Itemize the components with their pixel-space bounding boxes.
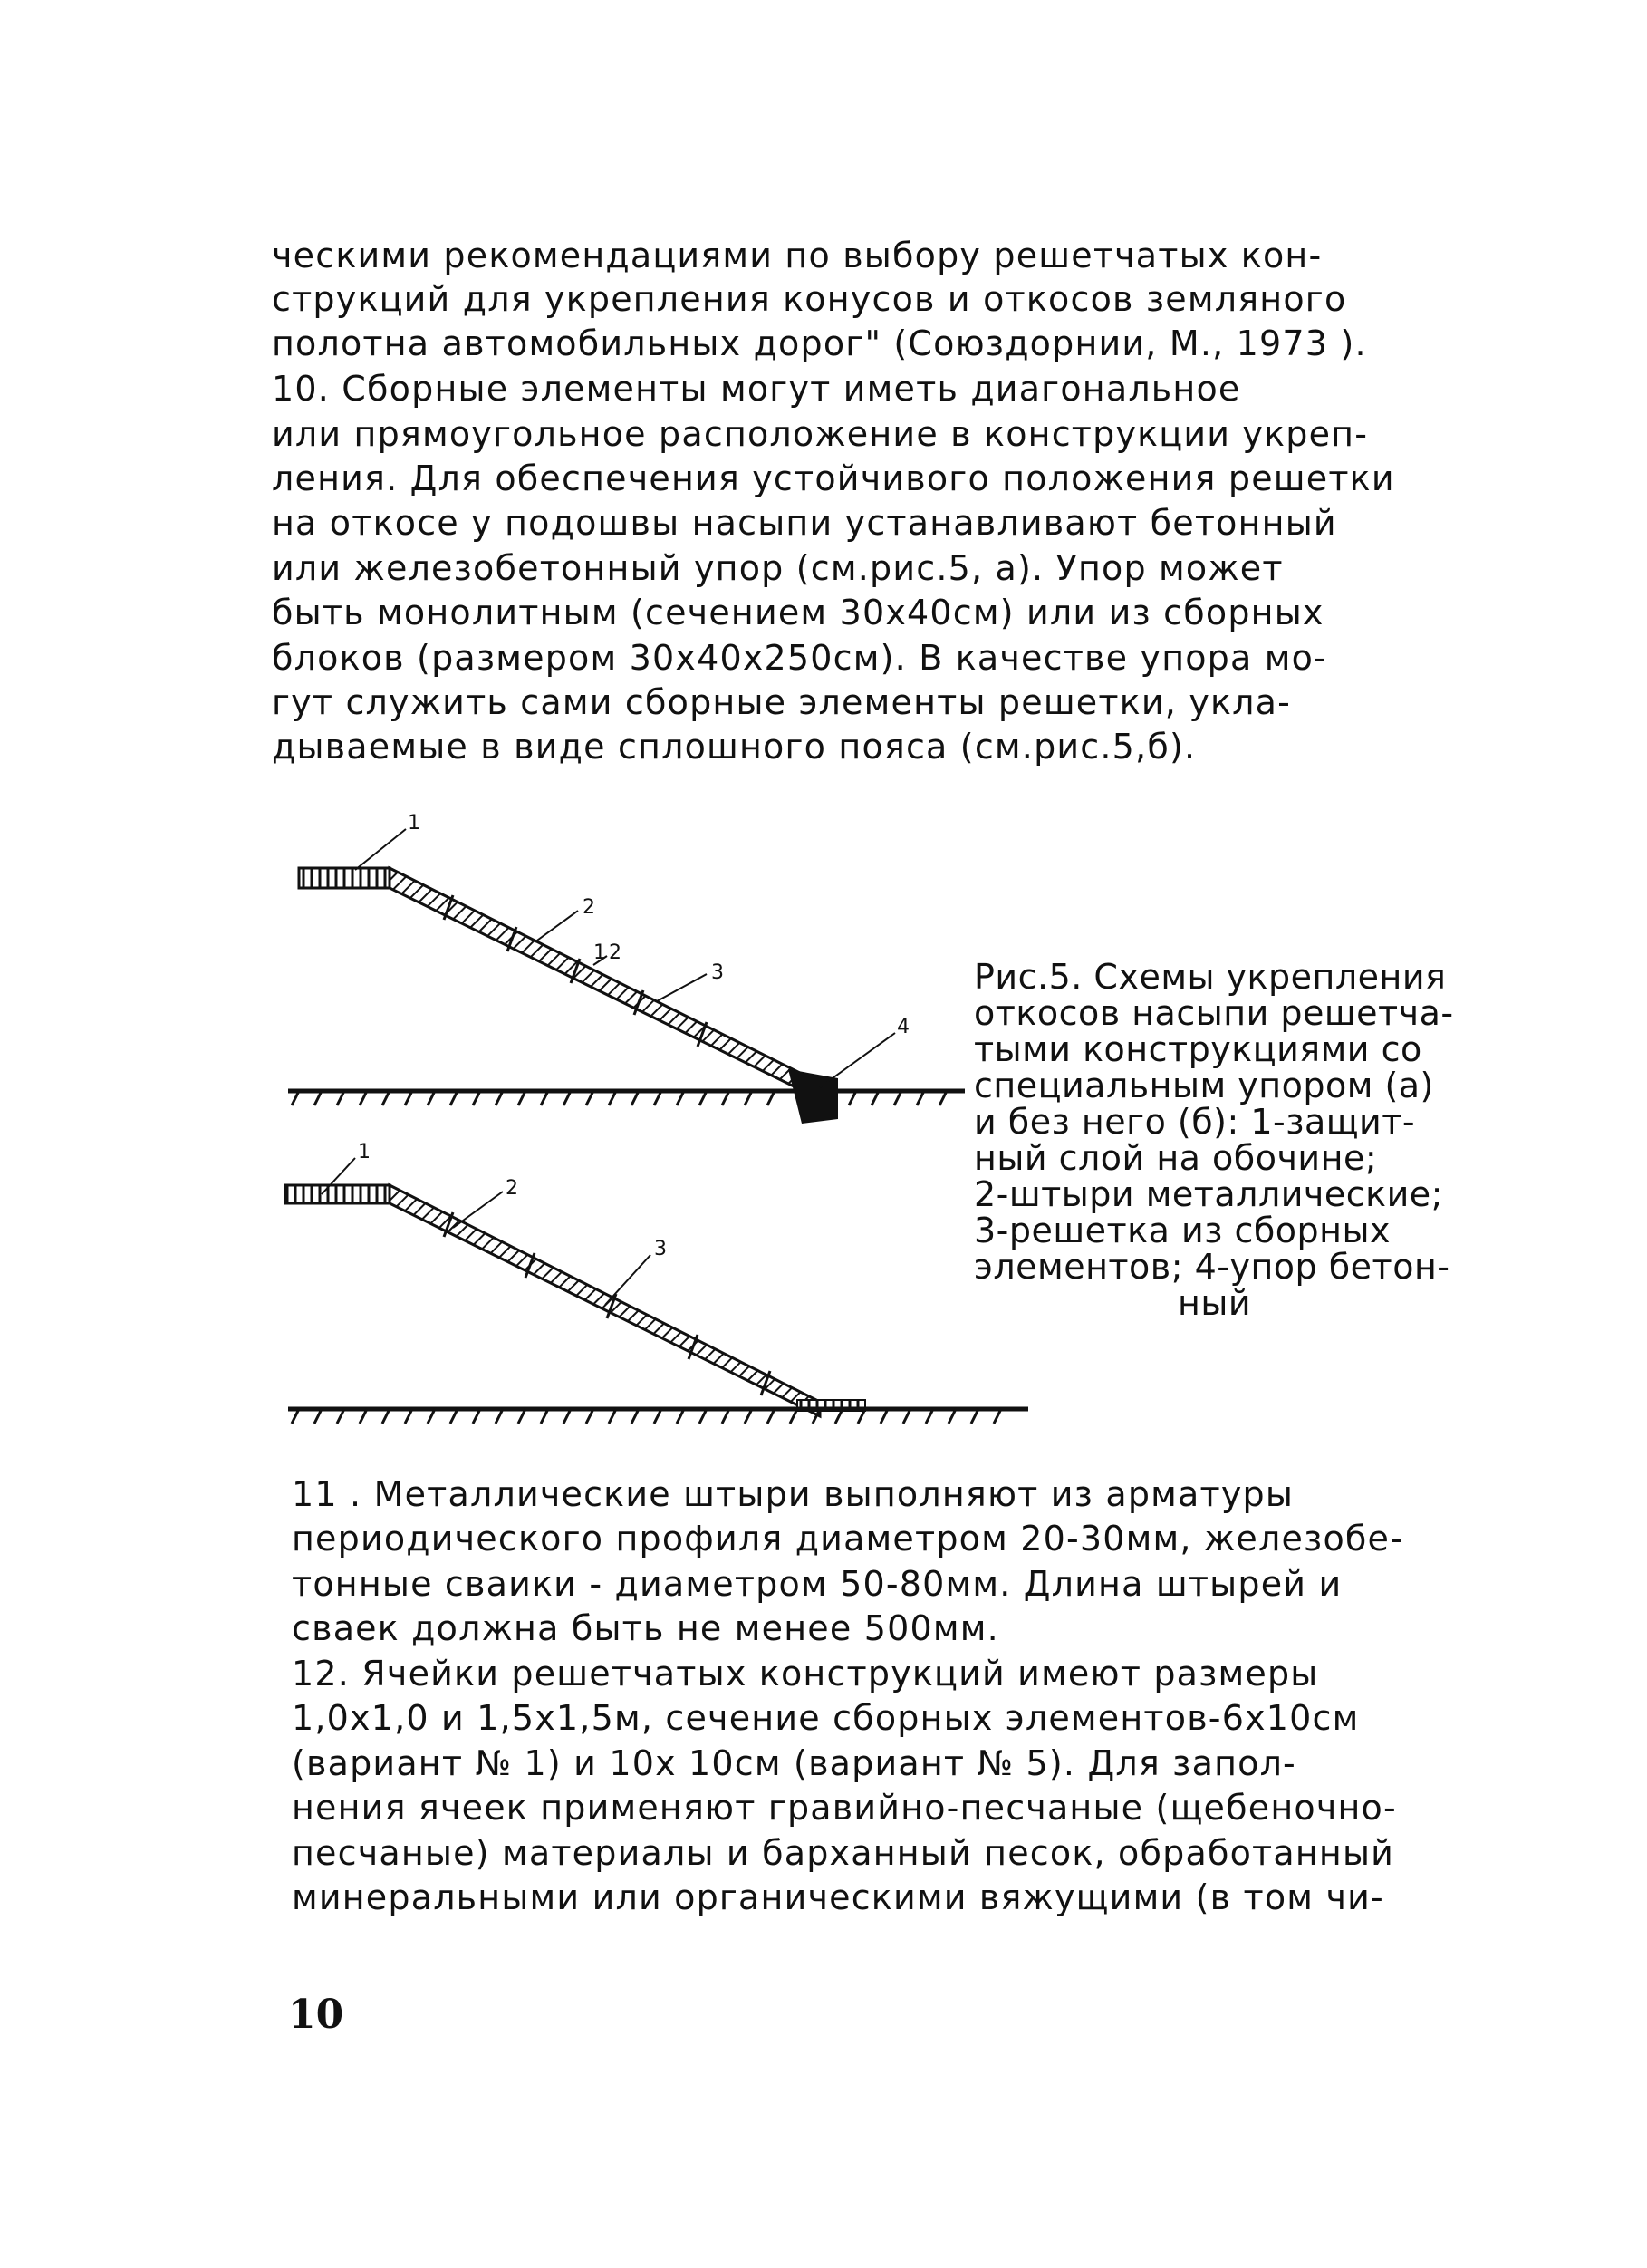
text-line: 12. Ячейки решетчатых конструкций имеют размеры — [292, 1654, 1319, 1694]
text-line: песчаные) материалы и барханный песок, обработанный — [292, 1833, 1395, 1873]
label-b-2: 2 — [506, 1177, 518, 1200]
caption-line: 2-штыри металлические; — [974, 1174, 1443, 1214]
diagram-b — [285, 1141, 1028, 1424]
caption-line: откосов насыпи решетча- — [974, 993, 1454, 1033]
text-line: или прямоугольное расположение в конструкции укреп- — [272, 414, 1369, 454]
text-line: тонные сваики - диаметром 50-80мм. Длина штырей и — [292, 1564, 1343, 1604]
slope-lattice-b — [390, 1185, 820, 1416]
leader-lines-b — [322, 1158, 650, 1305]
text-line: периодического профиля диаметром 20-30мм, железобе- — [292, 1519, 1404, 1559]
label-b-3: 3 — [654, 1238, 667, 1260]
label-a-2b: 2 — [609, 941, 621, 964]
concrete-stop — [788, 1069, 838, 1124]
text-line: гут служить сами сборные элементы решетки, укла- — [272, 682, 1292, 722]
shoulder-layer-b — [285, 1185, 390, 1203]
caption-line: тыми конструкциями со — [974, 1029, 1422, 1069]
caption-line: ный — [1178, 1283, 1252, 1323]
text-line: на откосе у подошвы насыпи устанавливают бетонный — [272, 503, 1337, 543]
text-line: ления. Для обеспечения устойчивого положения решетки — [272, 458, 1395, 498]
text-line: дываемые в виде сплошного пояса (см.рис.5,б). — [272, 727, 1197, 767]
text-line: струкций для укрепления конусов и откосов земляного — [272, 279, 1347, 319]
caption-line: ный слой на обочине; — [974, 1138, 1378, 1178]
caption-line: Рис.5. Схемы укрепления — [974, 957, 1447, 997]
label-a-4: 4 — [897, 1016, 910, 1038]
caption-line: элементов; 4-упор бетон- — [974, 1247, 1450, 1287]
text-line: 10. Сборные элементы могут иметь диагональное — [272, 369, 1241, 409]
text-line: блоков (размером 30х40х250см). В качестве упора мо- — [272, 638, 1327, 678]
label-a-1: 1 — [408, 812, 420, 835]
text-line: сваек должна быть не менее 500мм. — [292, 1608, 999, 1648]
diagram-a — [288, 812, 965, 1124]
text-line: или железобетонный упор (см.рис.5, а). Упор может — [272, 548, 1284, 588]
text-line: (вариант № 1) и 10х 10см (вариант № 5). Для запол- — [292, 1743, 1296, 1783]
leader-lines-a — [355, 829, 895, 1087]
page-number: 10 — [288, 1992, 344, 2038]
text-line: минеральными или органическими вяжущими (в том чи- — [292, 1877, 1384, 1917]
label-a-3: 3 — [711, 961, 724, 984]
label-a-2: 2 — [583, 896, 595, 919]
text-line: 11 . Металлические штыри выполняют из арматуры — [292, 1474, 1295, 1514]
label-b-1: 1 — [358, 1141, 371, 1163]
text-line: быть монолитным (сечением 30х40см) или из сборных — [272, 593, 1324, 632]
caption-line: 3-решетка из сборных — [974, 1211, 1392, 1250]
slope-lattice-a — [390, 868, 820, 1099]
text-line: 1,0х1,0 и 1,5х1,5м, сечение сборных элементов-6х10см — [292, 1698, 1360, 1738]
text-line: нения ячеек применяют гравийно-песчаные (щебеночно- — [292, 1788, 1397, 1828]
caption-line: и без него (б): 1-защит- — [974, 1102, 1416, 1142]
shoulder-layer-a — [299, 868, 390, 888]
caption-line: специальным упором (а) — [974, 1066, 1434, 1105]
text-line: ческими рекомендациями по выбору решетчатых кон- — [272, 236, 1323, 275]
text-line: полотна автомобильных дорог" (Союздорнии, М., 1973 ). — [272, 323, 1367, 363]
label-a-1b: 1 — [593, 941, 606, 964]
